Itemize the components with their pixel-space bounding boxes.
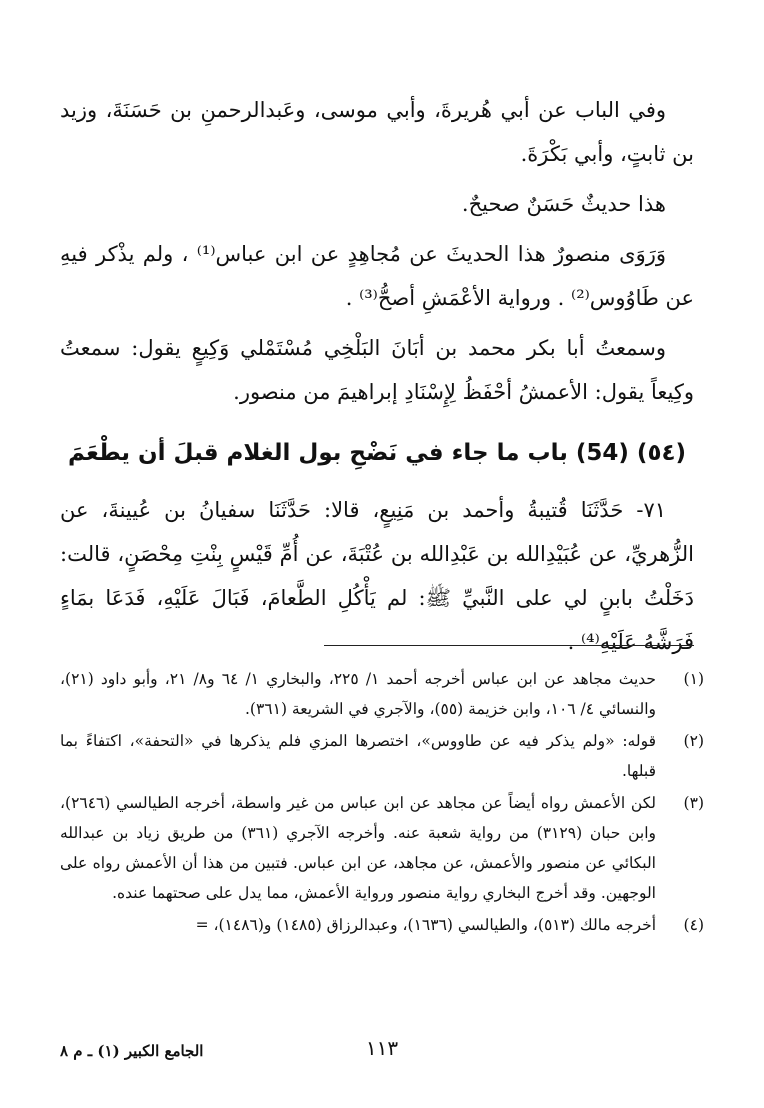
footnote [60, 910, 704, 940]
book-reference: الجامع الكبير (١) ـ م ٨ [60, 1042, 204, 1060]
footnote [60, 726, 704, 786]
footnote-text: قوله: «ولم يذكر فيه عن طاووس»، اختصرها المزي فلم يذكرها في «التحفة»، اكتفاءً بما قبلها. [60, 732, 656, 780]
footnote-number: (١) [683, 670, 704, 688]
page-number: ١١٣ [365, 1036, 399, 1060]
footnote-text: أخرجه مالك (٥١٣)، والطيالسي (١٦٣٦)، وعبدالرزاق (١٤٨٥) و(١٤٨٦)، = [195, 916, 656, 934]
footnotes [60, 664, 704, 942]
footnote-number: (٣) [683, 794, 704, 812]
paragraph-chapter-references: وفي الباب عن أبي هُريرةَ، وأبي موسى، وعَبدالرحمنِ بن حَسَنَةَ، وزيد بن ثابتٍ، وأبي بَكْرَةَ. [60, 98, 694, 166]
hadith-71: ٧١- حَدَّثَنَا قُتيبةُ وأحمد بن مَنِيعٍ، قالا: حَدَّثَنَا سفيانُ بن عُيينةَ، عن الزُّهريِّ، عن عُبَيْدِالله بن عَبْدِالله بن عُتْبَةَ، عن أُمِّ قَيْسٍ بِنْتِ مِحْصَنٍ، قالت: دَخَلْتُ بابنٍ لي على النَّبيِّ ﷺ: لم يَأْكُلِ الطَّعامَ، فَبَالَ عَلَيْهِ، فَدَعَا بمَاءٍ فَرَشَّهُ عَلَيْهِ⁽⁴⁾ . [60, 498, 694, 654]
footnote-number: (٢) [683, 732, 704, 750]
chapter-heading: (٥٤) (54) باب ما جاء في نَضْحِ بول الغلام قبلَ أن يطْعَمَ [67, 440, 687, 466]
page-footer [60, 1036, 704, 1070]
paragraph-grading: هذا حديثٌ حَسَنٌ صحيحٌ. [461, 192, 666, 216]
footnote [60, 788, 704, 908]
footnote-divider [324, 645, 694, 646]
footnote-text: لكن الأعمش رواه أيضاً عن مجاهد عن ابن عباس من غير واسطة، أخرجه الطيالسي (٢٦٤٦)، وابن حبان (٣١٢٩) من رواية شعبة عنه. وأخرجه الآجري (٣٦١) من طريق زياد بن عبدالله البكائي عن منصور والأعمش، عن مجاهد، عن ابن عباس. فتبين من هذا أن الأعمش رواه على الوجهين. وقد أخرج البخاري رواية منصور ورواية الأعمش، مما يدل على صحتهما عنده. [60, 794, 656, 902]
main-text [60, 88, 694, 670]
paragraph-mansur-narration: وَرَوَى منصورٌ هذا الحديثَ عن مُجاهِدٍ عن ابن عباس⁽¹⁾ ، ولم يذْكر فيهِ عن طَاوُوس⁽²⁾ . ورواية الأعْمَشِ أصحُّ⁽³⁾ . [60, 242, 694, 310]
footnote-number: (٤) [683, 916, 704, 934]
footnote-text: حديث مجاهد عن ابن عباس أخرجه أحمد ١/ ٢٢٥، والبخاري ١/ ٦٤ و٨/ ٢١، وأبو داود (٢١)، والنسائي ٤/ ١٠٦، وابن خزيمة (٥٥)، والآجري في الشريعة (٣٦١). [60, 670, 656, 718]
paragraph-waki-statement: وسمعتُ أبا بكر محمد بن أبَانَ البَلْخِي مُسْتَمْلي وَكِيعٍ يقول: سمعتُ وكِيعاً يقول: الأعمشُ أحْفَظُ لِإِسْنَادِ إبراهيمَ من منصور. [60, 336, 694, 404]
footnote [60, 664, 704, 724]
